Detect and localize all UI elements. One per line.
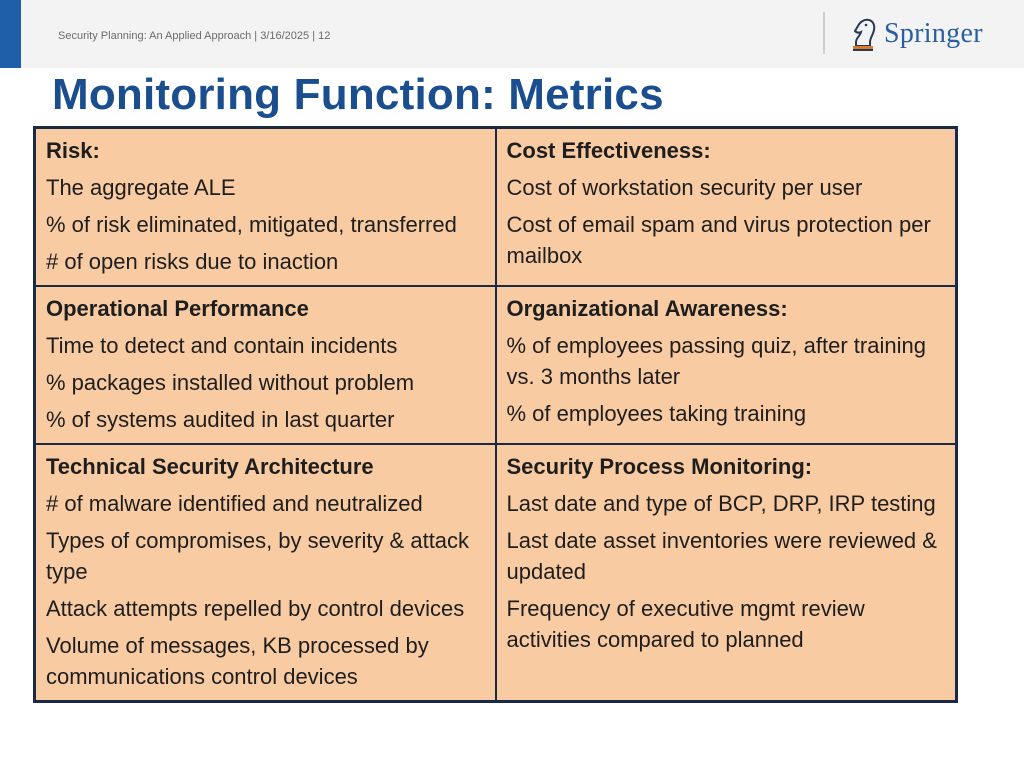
cell-item: Cost of email spam and virus protection per mailbox: [506, 212, 931, 268]
cell-heading: Operational Performance: [46, 296, 309, 321]
cell-technical-security-architecture: [35, 444, 496, 702]
cell-item: Volume of messages, KB processed by communications control devices: [46, 633, 429, 689]
cell-heading: Technical Security Architecture: [46, 454, 374, 479]
table-row: [35, 128, 957, 287]
cell-item: Last date and type of BCP, DRP, IRP testing: [506, 491, 936, 516]
cell-item: % of risk eliminated, mitigated, transferred: [46, 212, 457, 237]
cell-cost-effectiveness: [496, 128, 957, 287]
table-row: [35, 444, 957, 702]
cell-item: Time to detect and contain incidents: [46, 333, 398, 358]
slide-header: [0, 0, 1024, 68]
cell-heading: Organizational Awareness:: [506, 296, 788, 321]
metrics-table: [33, 126, 958, 703]
cell-risk: [35, 128, 496, 287]
cell-item: % of systems audited in last quarter: [46, 407, 395, 432]
cell-item: Attack attempts repelled by control devices: [46, 596, 465, 621]
springer-logo: [850, 14, 983, 54]
page-title: Monitoring Function: Metrics: [52, 70, 664, 119]
cell-operational-performance: [35, 286, 496, 444]
cell-item: Cost of workstation security per user: [506, 175, 863, 200]
cell-item: Frequency of executive mgmt review activities compared to planned: [506, 596, 865, 652]
cell-item: The aggregate ALE: [46, 175, 236, 200]
cell-heading: Security Process Monitoring:: [506, 454, 813, 479]
header-divider: [823, 12, 825, 54]
cell-item: # of malware identified and neutralized: [46, 491, 423, 516]
chess-knight-icon: [850, 16, 878, 52]
cell-item: Types of compromises, by severity & attack type: [46, 528, 470, 584]
logo-text: Springer: [884, 18, 983, 49]
cell-item: # of open risks due to inaction: [46, 249, 339, 274]
table-row: [35, 286, 957, 444]
cell-item: % packages installed without problem: [46, 370, 415, 395]
cell-item: % of employees taking training: [506, 401, 807, 426]
cell-organizational-awareness: [496, 286, 957, 444]
cell-heading: Risk:: [46, 138, 100, 163]
cell-item: Last date asset inventories were reviewed & updated: [506, 528, 937, 584]
cell-security-process-monitoring: [496, 444, 957, 702]
cell-item: % of employees passing quiz, after training vs. 3 months later: [506, 333, 926, 389]
header-accent-strip: [0, 0, 21, 68]
slide-subtitle: Security Planning: An Applied Approach | 3/16/2025 | 12: [58, 30, 331, 42]
cell-heading: Cost Effectiveness:: [506, 138, 711, 163]
